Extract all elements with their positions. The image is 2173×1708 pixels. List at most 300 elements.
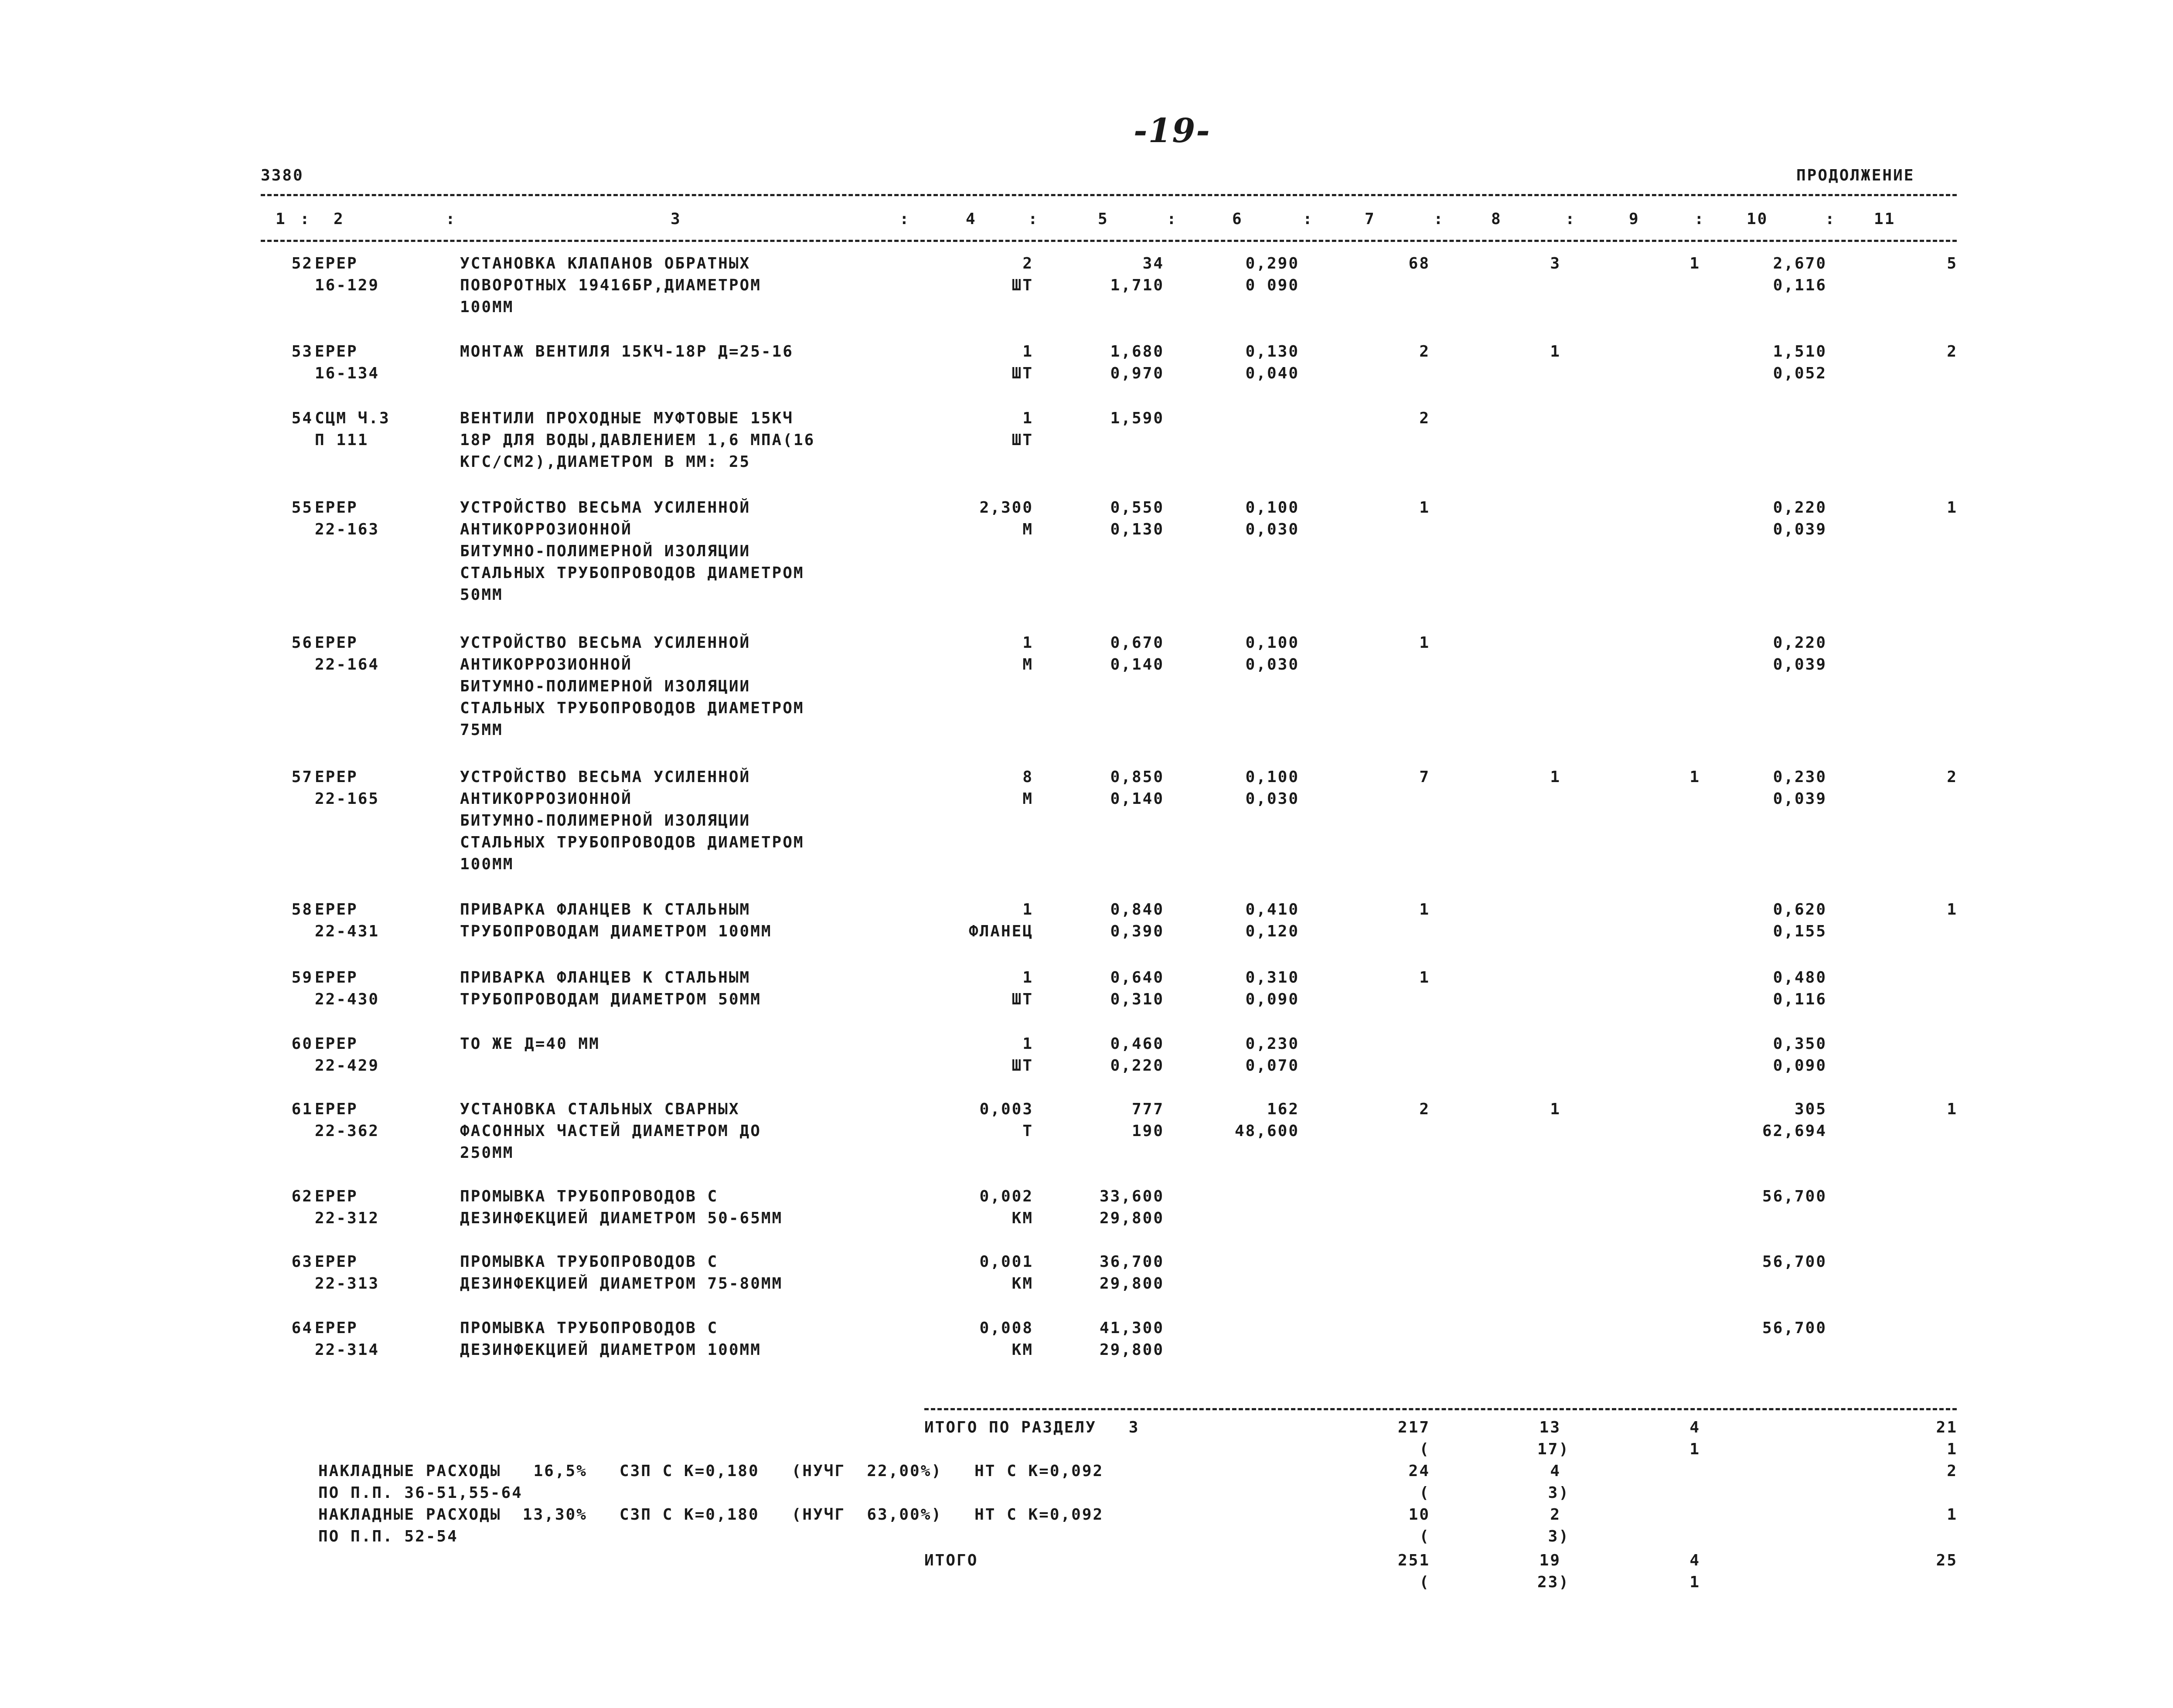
col10-values [1740, 899, 1827, 942]
col10-values-line1: 1,510 [1773, 343, 1827, 361]
col10-values [1740, 1251, 1827, 1273]
col10-values-line2: 0,039 [1773, 790, 1827, 808]
col11-value: 1 [1947, 1100, 1958, 1118]
norm-ref: 22-362 [315, 1122, 380, 1140]
section-total-c9: 4 [1689, 1419, 1700, 1436]
norm-ref: 22-430 [315, 990, 380, 1008]
col5-values [1064, 1317, 1164, 1361]
col7-value: 1 [1419, 969, 1430, 987]
norm-ref: 22-429 [315, 1057, 380, 1075]
quantity [942, 1186, 1033, 1229]
col10-values-line2: 0,039 [1773, 521, 1827, 538]
col-header-1: 1 [276, 210, 286, 228]
overhead2-line2: ПО П.П. 52-54 [318, 1528, 458, 1545]
work-description [460, 1251, 940, 1295]
continuation-label: ПРОДОЛЖЕНИЕ [1796, 167, 1915, 184]
description-line: 75ММ [460, 721, 503, 739]
description-line: 18Р ДЛЯ ВОДЫ,ДАВЛЕНИЕМ 1,6 МПА(16 [460, 431, 815, 449]
col6-values-line1: 0,130 [1245, 343, 1299, 361]
section-total-c8: 13 [1539, 1419, 1561, 1436]
work-description [460, 1317, 940, 1361]
col-header-11: 11 [1874, 210, 1896, 228]
col5-values-line2: 29,800 [1099, 1209, 1164, 1227]
grand-total-label: ИТОГО [924, 1551, 978, 1569]
col-sep: : [446, 210, 456, 228]
col6-values-line1: 0,100 [1245, 499, 1299, 517]
col10-values-line1: 0,220 [1773, 634, 1827, 652]
overhead2-line1: НАКЛАДНЫЕ РАСХОДЫ 13,30% СЗП С К=0,180 (НУЧГ 63,00%) НТ С К=0,092 [318, 1506, 1104, 1524]
section-total-c8-close: 17) [1537, 1440, 1570, 1458]
col6-values-line1: 0,230 [1245, 1035, 1299, 1053]
col7-value: 7 [1419, 768, 1430, 786]
col7-value: 1 [1419, 901, 1430, 919]
col5-values [1064, 408, 1164, 429]
work-description [460, 253, 940, 318]
col5-values [1064, 766, 1164, 810]
quantity-line2: КМ [1012, 1341, 1033, 1359]
quantity [942, 408, 1033, 451]
norm-code: ЕРЕР [315, 768, 358, 786]
overhead2-c8-close: 3) [1548, 1528, 1570, 1545]
overhead1-c11: 2 [1947, 1462, 1958, 1480]
norm-ref: 22-431 [315, 922, 380, 940]
col5-values-line2: 0,970 [1110, 364, 1164, 382]
summary-rule [924, 1408, 1957, 1410]
overhead2-c7-open: ( [1419, 1528, 1430, 1545]
work-description [460, 632, 940, 741]
row-number: 61 [291, 1100, 313, 1118]
col5-values-line2: 0,390 [1110, 922, 1164, 940]
description-line: БИТУМНО-ПОЛИМЕРНОЙ ИЗОЛЯЦИИ [460, 677, 751, 695]
col10-values [1740, 1186, 1827, 1208]
col5-values [1064, 1033, 1164, 1077]
quantity [942, 1099, 1033, 1142]
col-header-2: 2 [334, 210, 344, 228]
quantity-line2: ФЛАНЕЦ [968, 922, 1033, 940]
quantity [942, 253, 1033, 296]
page-number: -19- [1134, 111, 1211, 150]
work-description [460, 766, 940, 875]
col5-values-line1: 1,680 [1110, 343, 1164, 361]
description-line: 50ММ [460, 586, 503, 604]
quantity-line1: 0,001 [979, 1253, 1033, 1271]
col10-values-line1: 0,620 [1773, 901, 1827, 919]
overhead2-c8: 2 [1550, 1506, 1561, 1524]
quantity-line1: 2,300 [979, 499, 1033, 517]
quantity [942, 1033, 1033, 1077]
col7-value: 1 [1419, 499, 1430, 517]
col7-value: 2 [1419, 1100, 1430, 1118]
description-line: ПРОМЫВКА ТРУБОПРОВОДОВ С [460, 1319, 719, 1337]
row-number: 58 [291, 901, 313, 919]
description-line: 250ММ [460, 1144, 514, 1162]
description-line: УСТРОЙСТВО ВЕСЬМА УСИЛЕННОЙ [460, 768, 751, 786]
col6-values-line1: 0,410 [1245, 901, 1299, 919]
col5-values-line2: 0,130 [1110, 521, 1164, 538]
col8-value: 1 [1550, 343, 1561, 361]
col-header-8: 8 [1491, 210, 1502, 228]
col5-values-line1: 0,640 [1110, 969, 1164, 987]
col7-value: 2 [1419, 409, 1430, 427]
grand-total-c9b: 1 [1689, 1573, 1700, 1591]
col10-values-line2: 0,039 [1773, 656, 1827, 674]
section-total-c7: 217 [1397, 1419, 1430, 1436]
description-line: АНТИКОРРОЗИОННОЙ [460, 790, 632, 808]
quantity-line2: ШТ [1012, 990, 1033, 1008]
quantity [942, 341, 1033, 384]
quantity-line1: 2 [1022, 255, 1033, 272]
col9-value: 1 [1689, 255, 1700, 272]
col10-values [1740, 341, 1827, 384]
section-total-label: ИТОГО ПО РАЗДЕЛУ 3 [924, 1419, 1140, 1436]
col5-values [1064, 899, 1164, 942]
norm-code: СЦМ Ч.3 [315, 409, 390, 427]
description-line: МОНТАЖ ВЕНТИЛЯ 15КЧ-18Р Д=25-16 [460, 343, 794, 361]
description-line: ТРУБОПРОВОДАМ ДИАМЕТРОМ 50ММ [460, 990, 761, 1008]
description-line: ПРОМЫВКА ТРУБОПРОВОДОВ С [460, 1187, 719, 1205]
norm-code: ЕРЕР [315, 634, 358, 652]
col7-value: 68 [1408, 255, 1430, 272]
col6-values-line1: 0,100 [1245, 768, 1299, 786]
norm-code: ЕРЕР [315, 343, 358, 361]
norm-code: ЕРЕР [315, 969, 358, 987]
col10-values-line1: 0,480 [1773, 969, 1827, 987]
norm-ref: 22-312 [315, 1209, 380, 1227]
col5-values [1064, 1251, 1164, 1295]
col10-values-line1: 56,700 [1762, 1187, 1827, 1205]
col5-values-line1: 33,600 [1099, 1187, 1164, 1205]
col6-values-line2: 0,030 [1245, 521, 1299, 538]
col5-values [1064, 341, 1164, 384]
quantity [942, 766, 1033, 810]
col5-values [1064, 1099, 1164, 1142]
overhead2-c11: 1 [1947, 1506, 1958, 1524]
col-sep: : [300, 210, 311, 228]
col10-values-line1: 2,670 [1773, 255, 1827, 272]
quantity-line2: КМ [1012, 1275, 1033, 1293]
row-number: 64 [291, 1319, 313, 1337]
quantity-line1: 1 [1022, 409, 1033, 427]
col5-values-line1: 0,460 [1110, 1035, 1164, 1053]
col5-values [1064, 1186, 1164, 1229]
norm-ref: 22-314 [315, 1341, 380, 1359]
row-number: 54 [291, 409, 313, 427]
col8-value: 1 [1550, 768, 1561, 786]
overhead1-c8-close: 3) [1548, 1484, 1570, 1502]
col11-value: 2 [1947, 343, 1958, 361]
col10-values-line1: 56,700 [1762, 1253, 1827, 1271]
col11-value: 1 [1947, 499, 1958, 517]
norm-ref: 22-165 [315, 790, 380, 808]
quantity-line2: М [1022, 790, 1033, 808]
col-header-7: 7 [1365, 210, 1376, 228]
overhead1-line2: ПО П.П. 36-51,55-64 [318, 1484, 523, 1502]
col6-values-line1: 0,290 [1245, 255, 1299, 272]
col10-values-line1: 0,220 [1773, 499, 1827, 517]
col6-values-line2: 0,030 [1245, 790, 1299, 808]
col-header-5: 5 [1098, 210, 1109, 228]
description-line: ПОВОРОТНЫХ 19416БР,ДИАМЕТРОМ [460, 276, 761, 294]
description-line: 100ММ [460, 298, 514, 316]
col5-values [1064, 967, 1164, 1011]
col5-values [1064, 632, 1164, 676]
col5-values-line1: 0,840 [1110, 901, 1164, 919]
row-number: 62 [291, 1187, 313, 1205]
grand-total-c11: 25 [1936, 1551, 1958, 1569]
quantity [942, 1251, 1033, 1295]
col5-values-line2: 29,800 [1099, 1341, 1164, 1359]
work-description [460, 408, 940, 473]
col10-values-line2: 62,694 [1762, 1122, 1827, 1140]
description-line: УСТРОЙСТВО ВЕСЬМА УСИЛЕННОЙ [460, 634, 751, 652]
quantity-line1: 1 [1022, 634, 1033, 652]
col5-values-line2: 0,140 [1110, 656, 1164, 674]
description-line: ДЕЗИНФЕКЦИЕЙ ДИАМЕТРОМ 100ММ [460, 1341, 761, 1359]
grand-total-c7-open: ( [1419, 1573, 1430, 1591]
col5-values-line1: 777 [1131, 1100, 1164, 1118]
description-line: ВЕНТИЛИ ПРОХОДНЫЕ МУФТОВЫЕ 15КЧ [460, 409, 794, 427]
norm-code: ЕРЕР [315, 1319, 358, 1337]
col8-value: 1 [1550, 1100, 1561, 1118]
description-line: УСТАНОВКА КЛАПАНОВ ОБРАТНЫХ [460, 255, 751, 272]
work-description [460, 1186, 940, 1229]
col-sep: : [1694, 210, 1705, 228]
col7-value: 2 [1419, 343, 1430, 361]
quantity-line1: 0,008 [979, 1319, 1033, 1337]
col-sep: : [1565, 210, 1576, 228]
col6-values [1195, 766, 1299, 810]
quantity [942, 967, 1033, 1011]
col10-values [1740, 1317, 1827, 1339]
row-number: 63 [291, 1253, 313, 1271]
col-sep: : [1167, 210, 1178, 228]
row-number: 57 [291, 768, 313, 786]
col6-values-line2: 0 090 [1245, 276, 1299, 294]
work-description [460, 1033, 940, 1055]
work-description [460, 1099, 940, 1164]
col6-values [1195, 1099, 1299, 1142]
description-line: ТРУБОПРОВОДАМ ДИАМЕТРОМ 100ММ [460, 922, 772, 940]
description-line: СТАЛЬНЫХ ТРУБОПРОВОДОВ ДИАМЕТРОМ [460, 564, 804, 582]
description-line: АНТИКОРРОЗИОННОЙ [460, 521, 632, 538]
grand-total-c8-close: 23) [1537, 1573, 1570, 1591]
norm-code: ЕРЕР [315, 1035, 358, 1053]
overhead1-line1: НАКЛАДНЫЕ РАСХОДЫ 16,5% СЗП С К=0,180 (НУЧГ 22,00%) НТ С К=0,092 [318, 1462, 1104, 1480]
col6-values [1195, 967, 1299, 1011]
overhead1-c8: 4 [1550, 1462, 1561, 1480]
grand-total-c9: 4 [1689, 1551, 1700, 1569]
col-sep: : [1303, 210, 1314, 228]
work-description [460, 899, 940, 942]
quantity-line1: 1 [1022, 901, 1033, 919]
col10-values-line1: 305 [1794, 1100, 1827, 1118]
col10-values-line1: 56,700 [1762, 1319, 1827, 1337]
col5-values-line1: 41,300 [1099, 1319, 1164, 1337]
row-number: 53 [291, 343, 313, 361]
quantity [942, 899, 1033, 942]
col5-values-line1: 0,550 [1110, 499, 1164, 517]
norm-code: ЕРЕР [315, 1187, 358, 1205]
col-header-9: 9 [1629, 210, 1640, 228]
norm-code: ЕРЕР [315, 255, 358, 272]
col6-values-line2: 0,040 [1245, 364, 1299, 382]
description-line: СТАЛЬНЫХ ТРУБОПРОВОДОВ ДИАМЕТРОМ [460, 699, 804, 717]
norm-code: ЕРЕР [315, 499, 358, 517]
quantity-line2: М [1022, 656, 1033, 674]
col5-values-line1: 1,590 [1110, 409, 1164, 427]
col10-values-line2: 0,052 [1773, 364, 1827, 382]
description-line: УСТРОЙСТВО ВЕСЬМА УСИЛЕННОЙ [460, 499, 751, 517]
row-number: 55 [291, 499, 313, 517]
description-line: БИТУМНО-ПОЛИМЕРНОЙ ИЗОЛЯЦИИ [460, 542, 751, 560]
col5-values-line2: 29,800 [1099, 1275, 1164, 1293]
col9-value: 1 [1689, 768, 1700, 786]
col10-values [1740, 253, 1827, 296]
col-sep: : [1825, 210, 1836, 228]
description-line: СТАЛЬНЫХ ТРУБОПРОВОДОВ ДИАМЕТРОМ [460, 834, 804, 851]
norm-ref: П 111 [315, 431, 369, 449]
quantity-line2: КМ [1012, 1209, 1033, 1227]
norm-ref: 22-164 [315, 656, 380, 674]
description-line: БИТУМНО-ПОЛИМЕРНОЙ ИЗОЛЯЦИИ [460, 812, 751, 830]
quantity-line2: ШТ [1012, 276, 1033, 294]
description-line: ДЕЗИНФЕКЦИЕЙ ДИАМЕТРОМ 50-65ММ [460, 1209, 783, 1227]
col10-values-line1: 0,230 [1773, 768, 1827, 786]
quantity [942, 497, 1033, 541]
col11-value: 2 [1947, 768, 1958, 786]
col11-value: 1 [1947, 901, 1958, 919]
section-total-c11b: 1 [1947, 1440, 1958, 1458]
section-total-c11: 21 [1936, 1419, 1958, 1436]
col10-values-line2: 0,155 [1773, 922, 1827, 940]
work-description [460, 497, 940, 606]
col5-values-line1: 0,670 [1110, 634, 1164, 652]
section-total-c9b: 1 [1689, 1440, 1700, 1458]
quantity-line1: 0,002 [979, 1187, 1033, 1205]
col5-values [1064, 253, 1164, 296]
col5-values-line1: 36,700 [1099, 1253, 1164, 1271]
col6-values [1195, 497, 1299, 541]
col6-values-line1: 162 [1267, 1100, 1299, 1118]
col-header-6: 6 [1232, 210, 1243, 228]
quantity-line2: М [1022, 521, 1033, 538]
quantity-line1: 8 [1022, 768, 1033, 786]
col-header-10: 10 [1747, 210, 1768, 228]
description-line: ПРИВАРКА ФЛАНЦЕВ К СТАЛЬНЫМ [460, 969, 751, 987]
quantity [942, 1317, 1033, 1361]
doc-code: 3380 [261, 167, 304, 184]
overhead1-c7-open: ( [1419, 1484, 1430, 1502]
col6-values [1195, 899, 1299, 942]
norm-ref: 22-163 [315, 521, 380, 538]
description-line: 100ММ [460, 855, 514, 873]
col6-values-line2: 0,090 [1245, 990, 1299, 1008]
col10-values-line2: 0,116 [1773, 276, 1827, 294]
quantity-line2: ШТ [1012, 1057, 1033, 1075]
col5-values [1064, 497, 1164, 541]
col6-values-line2: 0,120 [1245, 922, 1299, 940]
col7-value: 1 [1419, 634, 1430, 652]
norm-code: ЕРЕР [315, 1100, 358, 1118]
col10-values-line2: 0,090 [1773, 1057, 1827, 1075]
description-line: АНТИКОРРОЗИОННОЙ [460, 656, 632, 674]
col6-values [1195, 253, 1299, 296]
description-line: ПРОМЫВКА ТРУБОПРОВОДОВ С [460, 1253, 719, 1271]
norm-ref: 16-129 [315, 276, 380, 294]
header-top-rule [261, 194, 1957, 196]
col6-values-line1: 0,100 [1245, 634, 1299, 652]
col5-values-line2: 0,140 [1110, 790, 1164, 808]
col5-values-line2: 190 [1131, 1122, 1164, 1140]
work-description [460, 967, 940, 1011]
row-number: 56 [291, 634, 313, 652]
col6-values [1195, 341, 1299, 384]
description-line: КГС/СМ2),ДИАМЕТРОМ В ММ: 25 [460, 453, 751, 471]
overhead2-c7: 10 [1408, 1506, 1430, 1524]
col11-value: 5 [1947, 255, 1958, 272]
col10-values-line2: 0,116 [1773, 990, 1827, 1008]
col6-values-line2: 0,070 [1245, 1057, 1299, 1075]
quantity-line1: 1 [1022, 343, 1033, 361]
col-header-4: 4 [966, 210, 977, 228]
row-number: 60 [291, 1035, 313, 1053]
col10-values [1740, 766, 1827, 810]
col10-values [1740, 967, 1827, 1011]
row-number: 59 [291, 969, 313, 987]
description-line: ДЕЗИНФЕКЦИЕЙ ДИАМЕТРОМ 75-80ММ [460, 1275, 783, 1293]
col-sep: : [899, 210, 910, 228]
norm-code: ЕРЕР [315, 1253, 358, 1271]
col8-value: 3 [1550, 255, 1561, 272]
col6-values [1195, 1033, 1299, 1077]
col5-values-line1: 34 [1142, 255, 1164, 272]
quantity [942, 632, 1033, 676]
norm-code: ЕРЕР [315, 901, 358, 919]
description-line: ПРИВАРКА ФЛАНЦЕВ К СТАЛЬНЫМ [460, 901, 751, 919]
col-sep: : [1434, 210, 1444, 228]
quantity-line2: ШТ [1012, 364, 1033, 382]
description-line: УСТАНОВКА СТАЛЬНЫХ СВАРНЫХ [460, 1100, 740, 1118]
quantity-line1: 0,003 [979, 1100, 1033, 1118]
col5-values-line2: 0,220 [1110, 1057, 1164, 1075]
description-line: ФАСОННЫХ ЧАСТЕЙ ДИАМЕТРОМ ДО [460, 1122, 761, 1140]
row-number: 52 [291, 255, 313, 272]
col10-values [1740, 1099, 1827, 1142]
col10-values-line1: 0,350 [1773, 1035, 1827, 1053]
norm-ref: 22-313 [315, 1275, 380, 1293]
quantity-line2: ШТ [1012, 431, 1033, 449]
col6-values-line2: 0,030 [1245, 656, 1299, 674]
norm-ref: 16-134 [315, 364, 380, 382]
quantity-line1: 1 [1022, 969, 1033, 987]
quantity-line1: 1 [1022, 1035, 1033, 1053]
col6-values-line1: 0,310 [1245, 969, 1299, 987]
col-sep: : [1028, 210, 1039, 228]
overhead1-c7: 24 [1408, 1462, 1430, 1480]
grand-total-c7: 251 [1397, 1551, 1430, 1569]
col5-values-line1: 0,850 [1110, 768, 1164, 786]
col5-values-line2: 1,710 [1110, 276, 1164, 294]
col10-values [1740, 632, 1827, 676]
col10-values [1740, 1033, 1827, 1077]
work-description [460, 341, 940, 363]
description-line: ТО ЖЕ Д=40 ММ [460, 1035, 600, 1053]
col5-values-line2: 0,310 [1110, 990, 1164, 1008]
col6-values [1195, 632, 1299, 676]
col6-values-line2: 48,600 [1234, 1122, 1299, 1140]
quantity-line2: Т [1022, 1122, 1033, 1140]
header-bottom-rule [261, 240, 1957, 242]
